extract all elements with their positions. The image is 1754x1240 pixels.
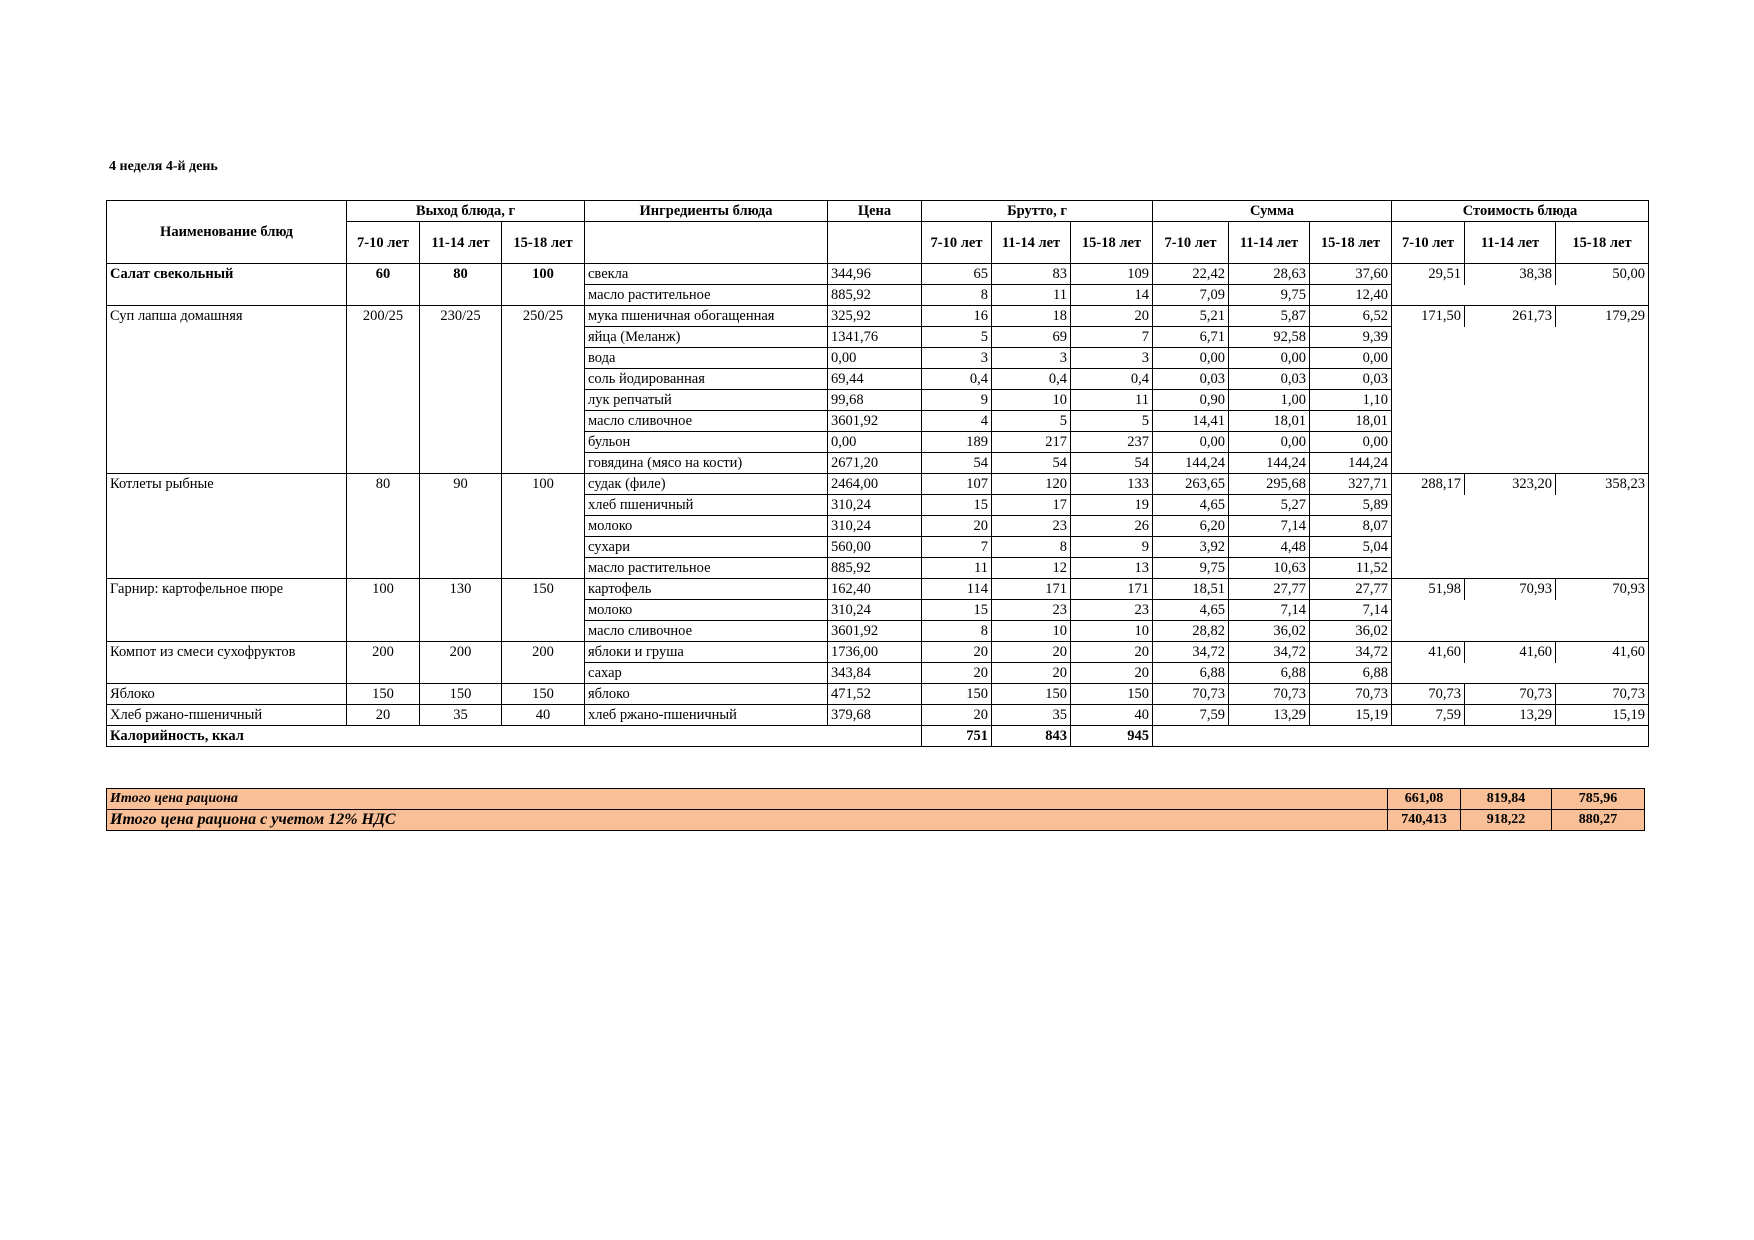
ingredient-brutto: 54 xyxy=(992,453,1071,474)
header-age: 7-10 лет xyxy=(922,222,992,264)
header-age: 11-14 лет xyxy=(1465,222,1556,264)
header-output: Выход блюда, г xyxy=(347,201,585,222)
ingredient-sum: 7,14 xyxy=(1229,600,1310,621)
ingredient-sum: 263,65 xyxy=(1153,474,1229,495)
ingredient-price: 885,92 xyxy=(828,558,922,579)
ingredient-price: 344,96 xyxy=(828,264,922,285)
ingredient-sum: 13,29 xyxy=(1229,705,1310,726)
ingredient-sum: 28,63 xyxy=(1229,264,1310,285)
ingredient-sum: 6,88 xyxy=(1153,663,1229,684)
ingredient-price: 2464,00 xyxy=(828,474,922,495)
dish-name: Гарнир: картофельное пюре xyxy=(107,579,347,642)
ingredient-sum: 5,04 xyxy=(1310,537,1392,558)
ingredient-sum: 18,01 xyxy=(1229,411,1310,432)
dish-output: 200 xyxy=(502,642,585,684)
dish-cost-blank xyxy=(1392,285,1649,306)
ingredient-sum: 144,24 xyxy=(1229,453,1310,474)
menu-table xyxy=(106,200,1649,747)
dish-output: 150 xyxy=(347,684,420,705)
ingredient-name: сахар xyxy=(585,663,828,684)
ingredient-name: масло растительное xyxy=(585,285,828,306)
dish-cost: 70,93 xyxy=(1556,579,1649,600)
dish-cost-blank xyxy=(1392,495,1649,579)
ingredient-sum: 9,39 xyxy=(1310,327,1392,348)
dish-output: 80 xyxy=(347,474,420,579)
totals-vat-row xyxy=(107,810,1645,831)
ingredient-sum: 0,00 xyxy=(1310,348,1392,369)
dish-cost: 171,50 xyxy=(1392,306,1465,327)
ingredient-name: яблоки и груша xyxy=(585,642,828,663)
ingredient-brutto: 109 xyxy=(1071,264,1153,285)
ingredient-brutto: 20 xyxy=(992,663,1071,684)
ingredient-sum: 295,68 xyxy=(1229,474,1310,495)
ingredient-price: 343,84 xyxy=(828,663,922,684)
ingredient-brutto: 35 xyxy=(992,705,1071,726)
dish-cost: 288,17 xyxy=(1392,474,1465,495)
ingredient-sum: 0,00 xyxy=(1229,348,1310,369)
dish-output: 130 xyxy=(420,579,502,642)
ingredient-brutto: 19 xyxy=(1071,495,1153,516)
totals-vat-label: Итого цена рациона с учетом 12% НДС xyxy=(107,810,1388,831)
ingredient-sum: 18,01 xyxy=(1310,411,1392,432)
ingredient-brutto: 23 xyxy=(1071,600,1153,621)
table-row xyxy=(107,642,1649,663)
ingredient-sum: 6,88 xyxy=(1310,663,1392,684)
ingredient-sum: 36,02 xyxy=(1229,621,1310,642)
ingredient-brutto: 8 xyxy=(992,537,1071,558)
ingredient-price: 310,24 xyxy=(828,516,922,537)
header-blank xyxy=(585,222,828,264)
ingredient-sum: 6,52 xyxy=(1310,306,1392,327)
ingredient-brutto: 20 xyxy=(1071,642,1153,663)
ingredient-name: масло сливочное xyxy=(585,411,828,432)
ingredient-brutto: 3 xyxy=(992,348,1071,369)
calories-blank xyxy=(1153,726,1649,747)
ingredient-sum: 7,59 xyxy=(1153,705,1229,726)
header-age: 15-18 лет xyxy=(1310,222,1392,264)
ingredient-sum: 36,02 xyxy=(1310,621,1392,642)
calories-row xyxy=(107,726,1649,747)
ingredient-brutto: 20 xyxy=(922,705,992,726)
ingredient-brutto: 0,4 xyxy=(922,369,992,390)
ingredient-name: молоко xyxy=(585,516,828,537)
ingredient-brutto: 23 xyxy=(992,600,1071,621)
ingredient-name: соль йодированная xyxy=(585,369,828,390)
totals-value: 785,96 xyxy=(1552,789,1645,810)
dish-name: Яблоко xyxy=(107,684,347,705)
ingredient-brutto: 150 xyxy=(1071,684,1153,705)
dish-cost-blank xyxy=(1392,663,1649,684)
ingredient-sum: 4,65 xyxy=(1153,600,1229,621)
ingredient-brutto: 237 xyxy=(1071,432,1153,453)
ingredient-brutto: 8 xyxy=(922,285,992,306)
ingredient-sum: 34,72 xyxy=(1310,642,1392,663)
ingredient-name: лук репчатый xyxy=(585,390,828,411)
ingredient-price: 471,52 xyxy=(828,684,922,705)
header-age: 15-18 лет xyxy=(1071,222,1153,264)
header-age: 11-14 лет xyxy=(1229,222,1310,264)
ingredient-brutto: 4 xyxy=(922,411,992,432)
header-age: 7-10 лет xyxy=(1153,222,1229,264)
header-age: 15-18 лет xyxy=(1556,222,1649,264)
dish-cost: 70,93 xyxy=(1465,579,1556,600)
dish-output: 100 xyxy=(347,579,420,642)
dish-cost: 29,51 xyxy=(1392,264,1465,285)
ingredient-brutto: 54 xyxy=(922,453,992,474)
ingredient-name: масло растительное xyxy=(585,558,828,579)
ingredient-brutto: 5 xyxy=(922,327,992,348)
ingredient-name: мука пшеничная обогащенная xyxy=(585,306,828,327)
table-row xyxy=(107,705,1649,726)
table-row xyxy=(107,306,1649,327)
ingredient-brutto: 171 xyxy=(992,579,1071,600)
dish-output: 200 xyxy=(420,642,502,684)
ingredient-brutto: 7 xyxy=(1071,327,1153,348)
ingredient-sum: 0,03 xyxy=(1229,369,1310,390)
ingredient-sum: 11,52 xyxy=(1310,558,1392,579)
ingredient-sum: 0,03 xyxy=(1153,369,1229,390)
ingredient-sum: 0,90 xyxy=(1153,390,1229,411)
dish-output: 150 xyxy=(502,579,585,642)
dish-cost-blank xyxy=(1392,600,1649,642)
ingredient-name: хлеб пшеничный xyxy=(585,495,828,516)
ingredient-price: 560,00 xyxy=(828,537,922,558)
table-row xyxy=(107,474,1649,495)
ingredient-brutto: 17 xyxy=(992,495,1071,516)
ingredient-sum: 0,00 xyxy=(1153,348,1229,369)
ingredient-price: 325,92 xyxy=(828,306,922,327)
header-age: 11-14 лет xyxy=(992,222,1071,264)
totals-vat-value: 880,27 xyxy=(1552,810,1645,831)
ingredient-sum: 7,09 xyxy=(1153,285,1229,306)
ingredient-brutto: 16 xyxy=(922,306,992,327)
ingredient-brutto: 10 xyxy=(992,621,1071,642)
ingredient-brutto: 54 xyxy=(1071,453,1153,474)
header-row-top xyxy=(107,201,1649,222)
ingredient-brutto: 20 xyxy=(1071,663,1153,684)
ingredient-name: молоко xyxy=(585,600,828,621)
ingredient-sum: 18,51 xyxy=(1153,579,1229,600)
header-ingredients: Ингредиенты блюда xyxy=(585,201,828,222)
ingredient-brutto: 14 xyxy=(1071,285,1153,306)
ingredient-brutto: 83 xyxy=(992,264,1071,285)
dish-cost: 13,29 xyxy=(1465,705,1556,726)
dish-output: 100 xyxy=(502,474,585,579)
ingredient-brutto: 0,4 xyxy=(992,369,1071,390)
ingredient-sum: 144,24 xyxy=(1153,453,1229,474)
ingredient-name: картофель xyxy=(585,579,828,600)
ingredient-brutto: 171 xyxy=(1071,579,1153,600)
ingredient-sum: 5,27 xyxy=(1229,495,1310,516)
ingredient-brutto: 40 xyxy=(1071,705,1153,726)
dish-name: Котлеты рыбные xyxy=(107,474,347,579)
ingredient-brutto: 189 xyxy=(922,432,992,453)
dish-cost: 51,98 xyxy=(1392,579,1465,600)
ingredient-brutto: 7 xyxy=(922,537,992,558)
dish-output: 20 xyxy=(347,705,420,726)
ingredient-sum: 0,00 xyxy=(1229,432,1310,453)
dish-output: 200 xyxy=(347,642,420,684)
dish-output: 150 xyxy=(502,684,585,705)
dish-cost: 41,60 xyxy=(1465,642,1556,663)
ingredient-price: 379,68 xyxy=(828,705,922,726)
ingredient-brutto: 11 xyxy=(1071,390,1153,411)
dish-output: 60 xyxy=(347,264,420,306)
dish-name: Суп лапша домашняя xyxy=(107,306,347,474)
totals-row xyxy=(107,789,1645,810)
ingredient-brutto: 0,4 xyxy=(1071,369,1153,390)
page-title: 4 неделя 4-й день xyxy=(109,159,218,174)
table-row xyxy=(107,264,1649,285)
ingredient-sum: 7,14 xyxy=(1229,516,1310,537)
dish-cost: 41,60 xyxy=(1392,642,1465,663)
ingredient-name: сухари xyxy=(585,537,828,558)
ingredient-sum: 1,10 xyxy=(1310,390,1392,411)
ingredient-sum: 6,88 xyxy=(1229,663,1310,684)
ingredient-sum: 4,65 xyxy=(1153,495,1229,516)
dish-cost: 261,73 xyxy=(1465,306,1556,327)
ingredient-brutto: 3 xyxy=(922,348,992,369)
dish-output: 200/25 xyxy=(347,306,420,474)
dish-cost: 358,23 xyxy=(1556,474,1649,495)
ingredient-sum: 6,71 xyxy=(1153,327,1229,348)
ingredient-sum: 92,58 xyxy=(1229,327,1310,348)
ingredient-brutto: 20 xyxy=(1071,306,1153,327)
totals-value: 819,84 xyxy=(1461,789,1552,810)
calories-label: Калорийность, ккал xyxy=(107,726,922,747)
ingredient-sum: 22,42 xyxy=(1153,264,1229,285)
ingredient-brutto: 20 xyxy=(922,663,992,684)
ingredient-sum: 9,75 xyxy=(1229,285,1310,306)
table-body xyxy=(107,264,1649,726)
totals-vat-value: 918,22 xyxy=(1461,810,1552,831)
header-age: 11-14 лет xyxy=(420,222,502,264)
ingredient-sum: 5,87 xyxy=(1229,306,1310,327)
ingredient-sum: 15,19 xyxy=(1310,705,1392,726)
ingredient-brutto: 69 xyxy=(992,327,1071,348)
ingredient-name: бульон xyxy=(585,432,828,453)
ingredient-price: 0,00 xyxy=(828,432,922,453)
header-price: Цена xyxy=(828,201,922,222)
dish-output: 250/25 xyxy=(502,306,585,474)
dish-output: 35 xyxy=(420,705,502,726)
ingredient-name: яйца (Меланж) xyxy=(585,327,828,348)
ingredient-sum: 5,89 xyxy=(1310,495,1392,516)
ingredient-sum: 5,21 xyxy=(1153,306,1229,327)
dish-name: Компот из смеси сухофруктов xyxy=(107,642,347,684)
dish-cost: 323,20 xyxy=(1465,474,1556,495)
ingredient-sum: 70,73 xyxy=(1153,684,1229,705)
ingredient-brutto: 13 xyxy=(1071,558,1153,579)
ingredient-brutto: 150 xyxy=(992,684,1071,705)
ingredient-brutto: 9 xyxy=(1071,537,1153,558)
dish-output: 40 xyxy=(502,705,585,726)
ingredient-name: хлеб ржано-пшеничный xyxy=(585,705,828,726)
dish-output: 90 xyxy=(420,474,502,579)
ingredient-brutto: 8 xyxy=(922,621,992,642)
ingredient-sum: 12,40 xyxy=(1310,285,1392,306)
ingredient-sum: 10,63 xyxy=(1229,558,1310,579)
calories-value: 751 xyxy=(922,726,992,747)
calories-value: 843 xyxy=(992,726,1071,747)
ingredient-brutto: 150 xyxy=(922,684,992,705)
ingredient-sum: 3,92 xyxy=(1153,537,1229,558)
ingredient-brutto: 15 xyxy=(922,600,992,621)
ingredient-sum: 8,07 xyxy=(1310,516,1392,537)
ingredient-brutto: 11 xyxy=(992,285,1071,306)
dish-cost: 70,73 xyxy=(1392,684,1465,705)
ingredient-sum: 144,24 xyxy=(1310,453,1392,474)
ingredient-brutto: 107 xyxy=(922,474,992,495)
ingredient-sum: 27,77 xyxy=(1310,579,1392,600)
ingredient-price: 3601,92 xyxy=(828,621,922,642)
ingredient-price: 885,92 xyxy=(828,285,922,306)
dish-cost: 70,73 xyxy=(1556,684,1649,705)
ingredient-sum: 70,73 xyxy=(1229,684,1310,705)
ingredient-name: судак (филе) xyxy=(585,474,828,495)
header-brutto: Брутто, г xyxy=(922,201,1153,222)
ingredient-brutto: 133 xyxy=(1071,474,1153,495)
ingredient-brutto: 10 xyxy=(992,390,1071,411)
ingredient-brutto: 15 xyxy=(922,495,992,516)
ingredient-sum: 34,72 xyxy=(1229,642,1310,663)
dish-cost-blank xyxy=(1392,327,1649,474)
dish-cost: 70,73 xyxy=(1465,684,1556,705)
dish-cost: 15,19 xyxy=(1556,705,1649,726)
header-cost: Стоимость блюда xyxy=(1392,201,1649,222)
ingredient-sum: 4,48 xyxy=(1229,537,1310,558)
ingredient-sum: 7,14 xyxy=(1310,600,1392,621)
ingredient-price: 1341,76 xyxy=(828,327,922,348)
ingredient-sum: 37,60 xyxy=(1310,264,1392,285)
calories-value: 945 xyxy=(1071,726,1153,747)
ingredient-brutto: 3 xyxy=(1071,348,1153,369)
totals-table xyxy=(106,788,1645,831)
ingredient-brutto: 5 xyxy=(992,411,1071,432)
header-sum: Сумма xyxy=(1153,201,1392,222)
dish-cost: 41,60 xyxy=(1556,642,1649,663)
totals-value: 661,08 xyxy=(1388,789,1461,810)
ingredient-sum: 70,73 xyxy=(1310,684,1392,705)
ingredient-brutto: 65 xyxy=(922,264,992,285)
ingredient-brutto: 18 xyxy=(992,306,1071,327)
header-blank xyxy=(828,222,922,264)
ingredient-sum: 28,82 xyxy=(1153,621,1229,642)
ingredient-price: 1736,00 xyxy=(828,642,922,663)
ingredient-price: 0,00 xyxy=(828,348,922,369)
ingredient-sum: 6,20 xyxy=(1153,516,1229,537)
ingredient-name: вода xyxy=(585,348,828,369)
ingredient-brutto: 5 xyxy=(1071,411,1153,432)
ingredient-brutto: 12 xyxy=(992,558,1071,579)
ingredient-price: 2671,20 xyxy=(828,453,922,474)
ingredient-price: 69,44 xyxy=(828,369,922,390)
ingredient-brutto: 114 xyxy=(922,579,992,600)
ingredient-brutto: 20 xyxy=(992,642,1071,663)
header-age: 7-10 лет xyxy=(347,222,420,264)
ingredient-brutto: 20 xyxy=(922,642,992,663)
dish-output: 230/25 xyxy=(420,306,502,474)
table-row xyxy=(107,684,1649,705)
ingredient-name: яблоко xyxy=(585,684,828,705)
header-age: 15-18 лет xyxy=(502,222,585,264)
ingredient-sum: 0,03 xyxy=(1310,369,1392,390)
ingredient-brutto: 217 xyxy=(992,432,1071,453)
ingredient-brutto: 10 xyxy=(1071,621,1153,642)
header-age: 7-10 лет xyxy=(1392,222,1465,264)
totals-label: Итого цена рациона xyxy=(107,789,1388,810)
ingredient-brutto: 9 xyxy=(922,390,992,411)
ingredient-sum: 1,00 xyxy=(1229,390,1310,411)
ingredient-brutto: 26 xyxy=(1071,516,1153,537)
dish-cost: 50,00 xyxy=(1556,264,1649,285)
dish-name: Хлеб ржано-пшеничный xyxy=(107,705,347,726)
ingredient-brutto: 11 xyxy=(922,558,992,579)
ingredient-sum: 27,77 xyxy=(1229,579,1310,600)
dish-output: 100 xyxy=(502,264,585,306)
totals-vat-value: 740,413 xyxy=(1388,810,1461,831)
ingredient-name: масло сливочное xyxy=(585,621,828,642)
ingredient-sum: 9,75 xyxy=(1153,558,1229,579)
dish-name: Салат свекольный xyxy=(107,264,347,306)
table-row xyxy=(107,579,1649,600)
ingredient-price: 162,40 xyxy=(828,579,922,600)
ingredient-brutto: 20 xyxy=(922,516,992,537)
ingredient-brutto: 120 xyxy=(992,474,1071,495)
ingredient-name: говядина (мясо на кости) xyxy=(585,453,828,474)
ingredient-sum: 34,72 xyxy=(1153,642,1229,663)
ingredient-price: 3601,92 xyxy=(828,411,922,432)
ingredient-sum: 327,71 xyxy=(1310,474,1392,495)
header-name: Наименование блюд xyxy=(107,201,347,264)
ingredient-price: 310,24 xyxy=(828,495,922,516)
dish-output: 80 xyxy=(420,264,502,306)
ingredient-name: свекла xyxy=(585,264,828,285)
ingredient-price: 99,68 xyxy=(828,390,922,411)
dish-cost: 179,29 xyxy=(1556,306,1649,327)
dish-cost: 38,38 xyxy=(1465,264,1556,285)
dish-cost: 7,59 xyxy=(1392,705,1465,726)
ingredient-sum: 14,41 xyxy=(1153,411,1229,432)
dish-output: 150 xyxy=(420,684,502,705)
ingredient-brutto: 23 xyxy=(992,516,1071,537)
ingredient-sum: 0,00 xyxy=(1153,432,1229,453)
ingredient-price: 310,24 xyxy=(828,600,922,621)
ingredient-sum: 0,00 xyxy=(1310,432,1392,453)
